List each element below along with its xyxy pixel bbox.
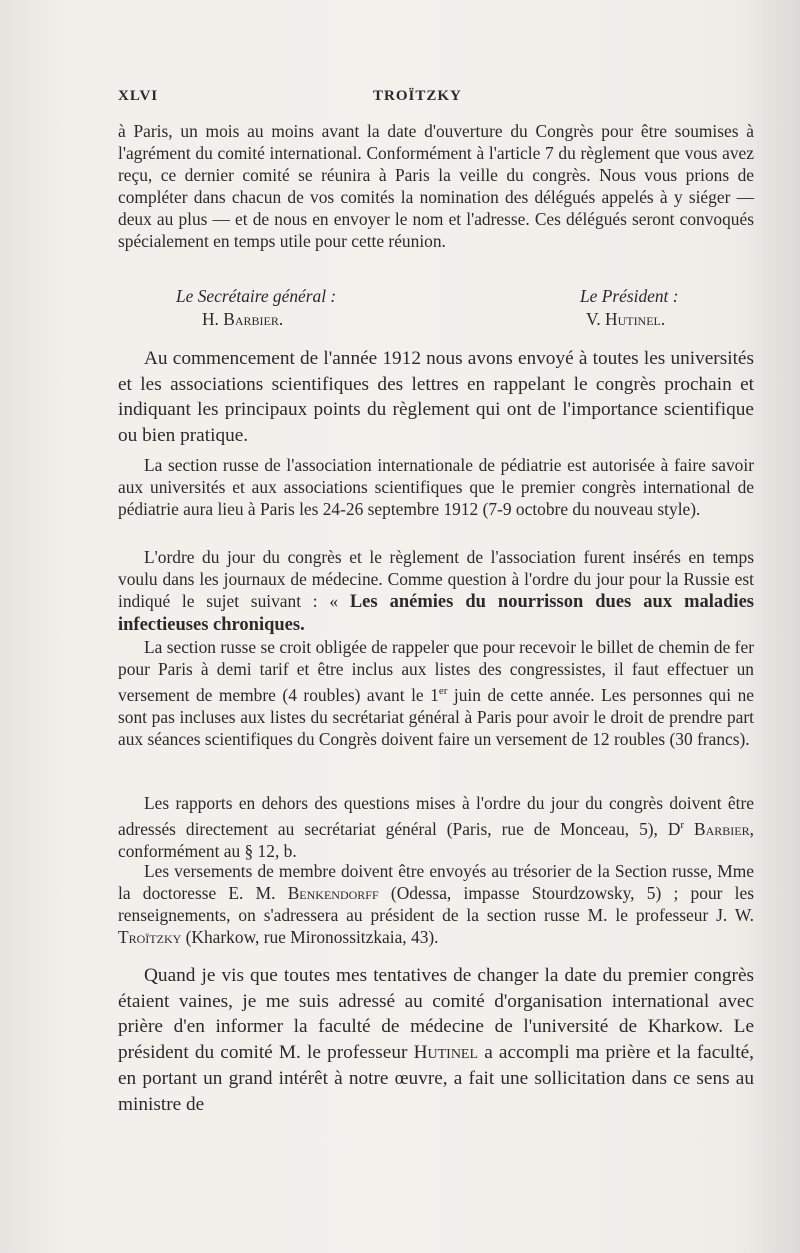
- superscript: r: [680, 819, 685, 832]
- paragraph-text: Les versements de membre doivent être envoyés au trésorier de la Section russe, Mme la doctoresse E. M.: [118, 861, 754, 904]
- paragraph: [118, 792, 754, 862]
- running-title: TROÏTZKY: [373, 88, 462, 104]
- paragraph: La section russe de l'association internationale de pédiatrie est autorisée à faire savoir aux universités et aux associations scientifiques que le premier congrès international de pédiatrie aura lieu à Paris les 24-26 septembre 1912 (7-9 octobre du nouveau style).: [118, 455, 754, 520]
- paragraph-text: La section russe se croit obligée de rappeler que pour recevoir le billet de chemin de fer pour Paris à demi tarif et être inclus aux listes des congressistes, il faut effectuer un versement de membre (4 roubles) avant le 1: [118, 637, 754, 705]
- bold-topic: Les anémies du nourrisson dues aux maladies infectieuses chroniques.: [118, 592, 754, 636]
- paragraph-text: Quand je vis que toutes mes tentatives de changer la date du premier congrès étaient vaines, je me suis adressé au comité d'organisation international avec prière d'en informer la faculté de médecine de l'université de Kharkow. Le président du comité M. le professeur: [118, 965, 754, 1064]
- paragraph-text: (Kharkow, rue Mironossitzkaia, 43).: [181, 927, 439, 948]
- signature-role: Le Président :: [580, 286, 679, 306]
- paragraph-text: juin de cette année. Les personnes qui ne sont pas incluses aux listes du secrétariat général à Paris pour avoir le droit de prendre part aux séances scientifiques du Congrès doivent faire un versement de 12 roubles (30 francs).: [118, 684, 754, 750]
- paragraph-large: [118, 963, 754, 1117]
- paragraph-large: Au commencement de l'année 1912 nous avons envoyé à toutes les universités et les associations scientifiques des lettres en rappelant le congrès prochain et indiquant les principaux points du règlement qui ont de l'importance scientifique ou bien pratique.: [118, 348, 754, 447]
- page-number: XLVI: [118, 88, 159, 104]
- paragraph-continuation: à Paris, un mois au moins avant la date d'ouverture du Congrès pour être soumises à l'agrément du comité international. Conformément à l'article 7 du règlement que vous avez reçu, ce dernier comité se réunira à Paris la veille du congrès. Nous vous prions de compléter dans chacun de vos comités la nomination des délégués appelés à y siéger — deux au plus — et de nous en envoyer le nom et l'adresse. Ces délégués seront convoqués spécialement en temps utile pour cette réunion.: [118, 121, 754, 252]
- signature-role: Le Secrétaire général :: [176, 286, 337, 306]
- paragraph: [118, 860, 754, 948]
- person-name: Barbier: [694, 818, 750, 839]
- paragraph-text: L'ordre du jour du congrès et le règlement de l'association furent insérés en temps voulu dans les journaux de médecine. Comme question à l'ordre du jour pour la Russie est indiqué le sujet suivant : «: [118, 547, 754, 612]
- signature-president: [580, 285, 679, 331]
- paragraph-text: Les rapports en dehors des questions mises à l'ordre du jour du congrès doivent être adressés directement au secrétariat général (Paris, rue de Monceau, 5), D: [118, 793, 754, 839]
- paragraph: [118, 546, 754, 636]
- signature-name: H. Barbier.: [202, 309, 284, 329]
- paragraph: [118, 636, 754, 750]
- page-header: [118, 88, 754, 112]
- superscript: er: [438, 685, 448, 698]
- person-name: Benkendorff: [287, 883, 379, 904]
- paragraph-text: (Odessa, impasse Stourdzowsky, 5) ; pour les renseignements, on s'adressera au président de la section russe M. le professeur J. W.: [118, 883, 754, 926]
- paragraph-text: a accompli ma prière et la faculté, en portant un grand intérêt à notre œuvre, a fait une sollicitation dans ce sens au ministre de: [118, 1042, 754, 1115]
- signature-secretary: [176, 285, 336, 331]
- paragraph-text: , conformément au § 12, b.: [118, 818, 754, 861]
- signature-name: V. Hutinel.: [586, 309, 666, 329]
- person-name: Troïtzky: [118, 927, 182, 948]
- person-name: Hutinel: [413, 1042, 479, 1064]
